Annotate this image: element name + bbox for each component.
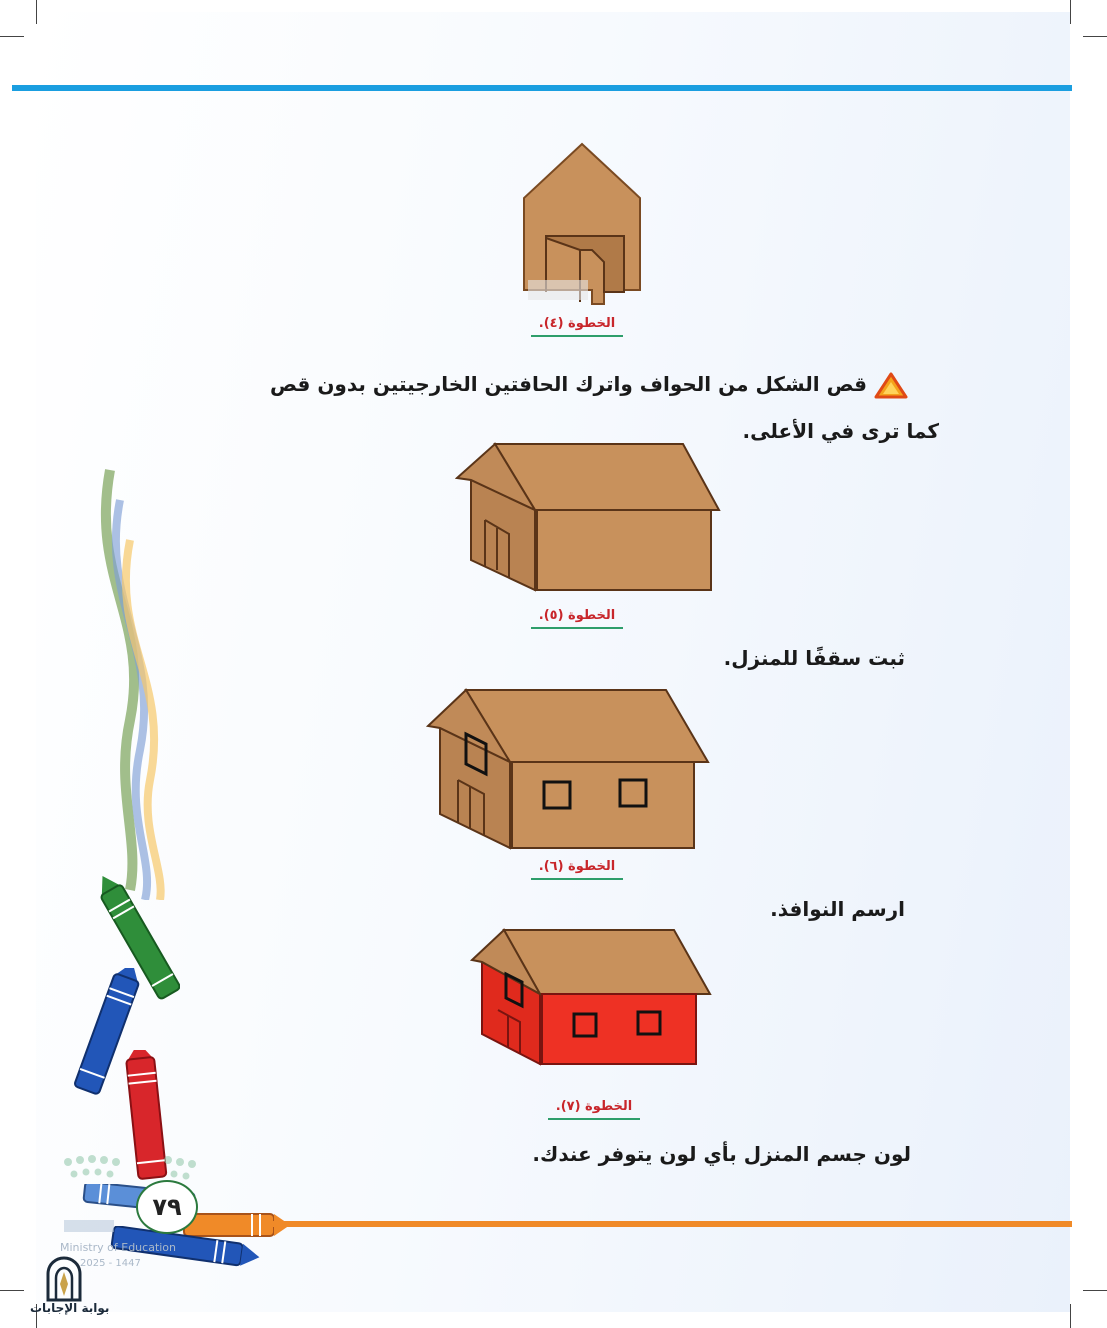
page-number: ٧٩ — [136, 1180, 198, 1234]
step-4-instruction-line-1: قص الشكل من الحواف واترك الحافتين الخارجيتين بدون قص — [269, 372, 867, 396]
step-6-instruction: ارسم النوافذ. — [770, 897, 905, 921]
step-7-instruction: لون جسم المنزل بأي لون يتوفر عندك. — [532, 1142, 911, 1166]
bottom-rule — [270, 1221, 1072, 1227]
house-step-5-illustration — [455, 440, 723, 594]
ministry-watermark-text: Ministry of Education — [60, 1241, 177, 1254]
crop-mark — [0, 1290, 24, 1291]
crop-mark — [1070, 1304, 1071, 1328]
ribbon-decoration — [70, 460, 190, 900]
crop-mark — [1083, 1290, 1107, 1291]
crop-mark — [36, 0, 37, 24]
portal-logo-icon — [44, 1256, 84, 1302]
warning-triangle-icon — [874, 371, 908, 399]
top-rule — [12, 85, 1072, 91]
crop-mark — [1083, 36, 1107, 37]
step-4-caption: الخطوة (٤). — [531, 316, 623, 337]
portal-name: بوابة الإجابات — [30, 1301, 110, 1315]
house-step-6-illustration — [426, 686, 712, 850]
step-7-caption: الخطوة (٧). — [548, 1099, 640, 1120]
crop-mark — [1070, 0, 1071, 24]
house-step-7-illustration — [470, 928, 712, 1068]
step-6-caption: الخطوة (٦). — [531, 859, 623, 880]
house-step-4-illustration — [520, 142, 644, 308]
step-5-caption: الخطوة (٥). — [531, 608, 623, 629]
step-5-instruction: ثبت سقفًا للمنزل. — [723, 646, 905, 670]
ministry-watermark-year: 2025 - 1447 — [80, 1258, 141, 1269]
step-4-instruction-line-2: كما ترى في الأعلى. — [742, 419, 939, 443]
crop-mark — [0, 36, 24, 37]
